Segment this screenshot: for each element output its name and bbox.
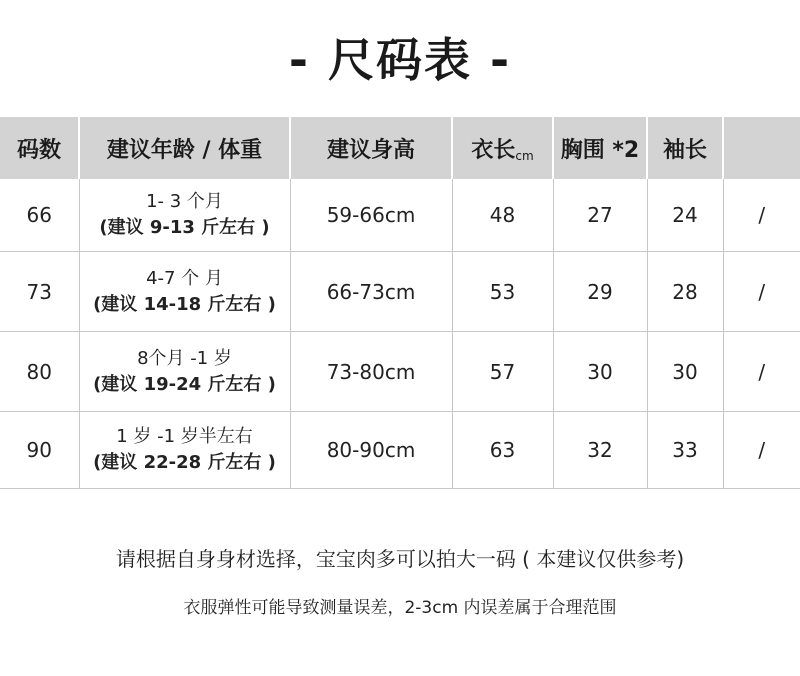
cell-length: 57 — [452, 332, 553, 412]
cell-age: 1 岁 -1 岁半左右 — [116, 426, 253, 447]
cell-chest: 29 — [553, 252, 647, 332]
header-size: 码数 — [0, 117, 79, 179]
cell-sleeve: 30 — [647, 332, 723, 412]
cell-age-weight — [79, 412, 290, 489]
cell-age: 4-7 个 月 — [146, 267, 223, 289]
cell-weight: (建议 9-13 斤左右 ) — [99, 217, 270, 238]
header-length — [452, 117, 553, 179]
table-row — [0, 179, 800, 252]
cell-age: 1- 3 个月 — [146, 191, 223, 212]
cell-extra: / — [723, 332, 800, 412]
table-header-row — [0, 117, 800, 179]
cell-size: 80 — [0, 332, 79, 412]
cell-size: 66 — [0, 179, 79, 252]
cell-sleeve: 33 — [647, 412, 723, 489]
header-extra — [723, 117, 800, 179]
header-chest: 胸围 *2 — [553, 117, 647, 179]
table-row — [0, 412, 800, 489]
cell-chest: 27 — [553, 179, 647, 252]
cell-age-weight — [79, 332, 290, 412]
cell-sleeve: 24 — [647, 179, 723, 252]
header-height: 建议身高 — [290, 117, 452, 179]
cell-length: 48 — [452, 179, 553, 252]
size-chart-table — [0, 117, 800, 489]
page-title: - 尺码表 - — [288, 33, 512, 87]
cell-chest: 32 — [553, 412, 647, 489]
table-row — [0, 332, 800, 412]
cell-weight: (建议 19-24 斤左右 ) — [93, 373, 276, 395]
cell-size: 90 — [0, 412, 79, 489]
cell-extra: / — [723, 179, 800, 252]
cell-age-weight — [79, 252, 290, 332]
cell-weight: (建议 22-28 斤左右 ) — [93, 452, 276, 473]
table-row — [0, 252, 800, 332]
cell-age: 8个月 -1 岁 — [137, 347, 232, 369]
header-sleeve: 袖长 — [647, 117, 723, 179]
cell-sleeve: 28 — [647, 252, 723, 332]
cell-size: 73 — [0, 252, 79, 332]
header-length-label: 衣长 — [471, 137, 516, 163]
cell-height: 73-80cm — [290, 332, 452, 412]
cell-extra: / — [723, 412, 800, 489]
cell-age-weight — [79, 179, 290, 252]
cell-height: 66-73cm — [290, 252, 452, 332]
cell-length: 63 — [452, 412, 553, 489]
cell-weight: (建议 14-18 斤左右 ) — [93, 293, 276, 315]
measurement-tolerance-note: 衣服弹性可能导致测量误差，2-3cm 内误差属于合理范围 — [183, 598, 617, 618]
cell-height: 80-90cm — [290, 412, 452, 489]
cell-chest: 30 — [553, 332, 647, 412]
size-advice-note: 请根据自身身材选择，宝宝肉多可以拍大一码 ( 本建议仅供参考) — [115, 547, 685, 571]
cell-length: 53 — [452, 252, 553, 332]
cell-extra: / — [723, 252, 800, 332]
header-length-unit: cm — [515, 148, 534, 163]
cell-height: 59-66cm — [290, 179, 452, 252]
header-age-weight: 建议年龄 / 体重 — [79, 117, 290, 179]
